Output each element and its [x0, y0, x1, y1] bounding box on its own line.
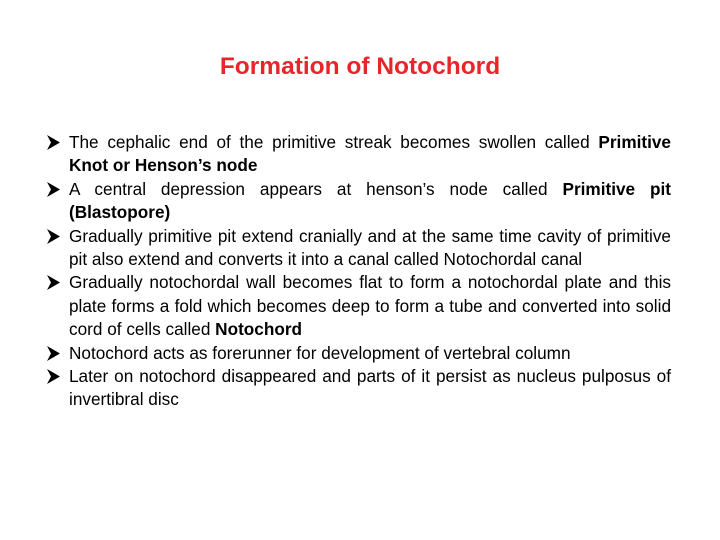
- arrow-bullet-icon: [47, 135, 60, 150]
- bullet-bold-text: Primitive pit (Blastopore): [69, 178, 672, 223]
- bullet-bold-text: Primitive Knot or Henson’s node: [69, 132, 671, 176]
- slide-title: Formation of Notochord: [219, 53, 501, 80]
- bullet-text: Gradually notochordal wall becomes flat to form a notochordal plate and this plate forms a fold which becomes deep to form a tube and converted into solid cord of cells called: [69, 272, 671, 340]
- arrow-bullet-icon: [47, 182, 60, 197]
- bullet-item: [47, 131, 671, 178]
- bullet-text: Gradually primitive pit extend cranially and at the same time cavity of primitive pit also extend and converts it into a canal called Notochordal canal: [69, 225, 671, 270]
- bullet-list: [47, 131, 671, 412]
- bullet-item: [47, 365, 671, 412]
- bullet-item: [47, 271, 671, 341]
- arrow-bullet-icon: [47, 275, 60, 290]
- bullet-text: The cephalic end of the primitive streak becomes swollen called: [69, 132, 599, 152]
- bullet-item: [47, 342, 671, 365]
- bullet-bold-text: Notochord: [215, 319, 303, 340]
- arrow-bullet-icon: [47, 346, 60, 361]
- bullet-item: [47, 225, 671, 272]
- arrow-bullet-icon: [47, 369, 60, 384]
- bullet-text: A central depression appears at henson’s node called: [69, 178, 563, 199]
- arrow-bullet-icon: [47, 229, 60, 244]
- bullet-text: Notochord acts as forerunner for development of vertebral column: [69, 342, 571, 363]
- bullet-item: [47, 178, 671, 225]
- bullet-text: Later on notochord disappeared and parts of it persist as nucleus pulposus of invertibral disc: [69, 366, 671, 410]
